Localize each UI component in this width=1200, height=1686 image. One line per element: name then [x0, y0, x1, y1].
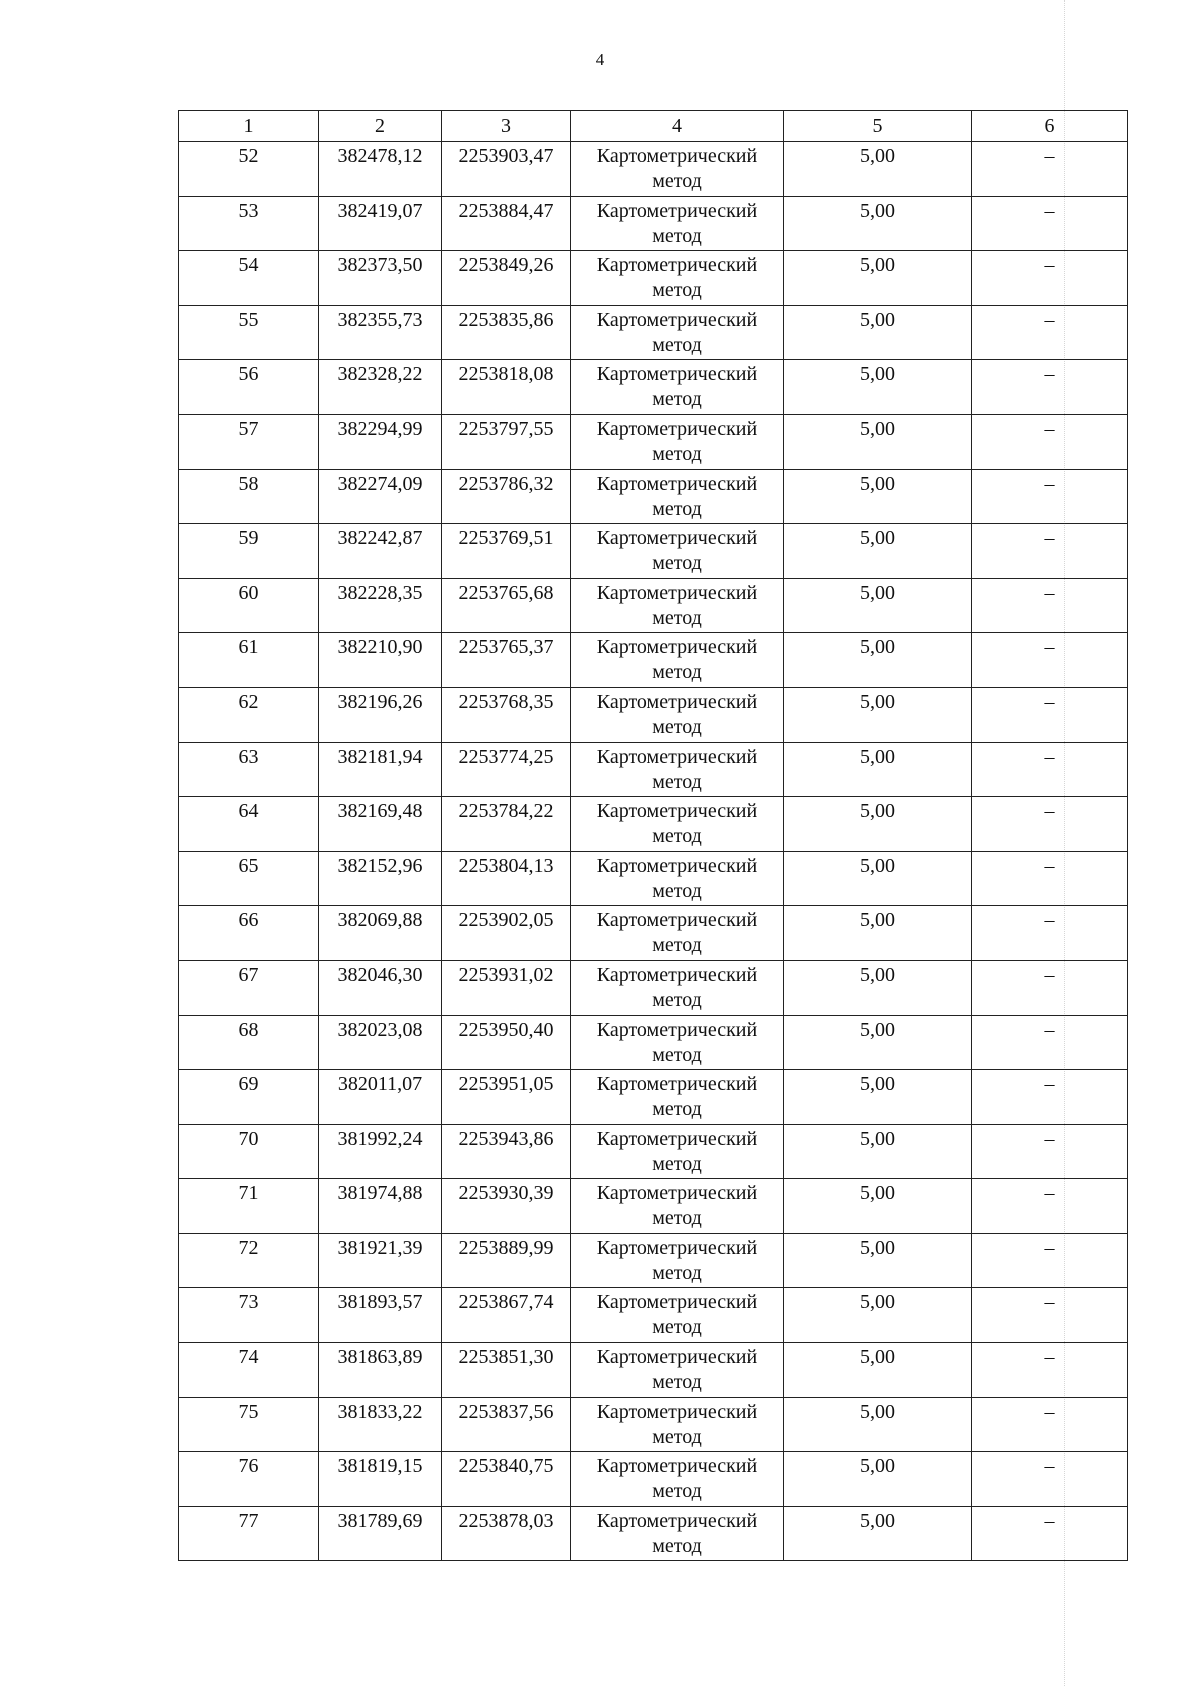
coord-x-cell: 381863,89: [319, 1343, 442, 1398]
method-line-2: метод: [652, 1261, 702, 1284]
point-number-cell: 52: [179, 142, 319, 197]
coord-y-cell: 2253851,30: [442, 1343, 571, 1398]
method-line-1: Картометрический: [596, 1455, 758, 1478]
note-cell: –: [972, 469, 1128, 524]
method-line-2: метод: [652, 1371, 702, 1394]
point-number-cell: 67: [179, 960, 319, 1015]
accuracy-cell: 5,00: [784, 524, 972, 579]
method-line-2: метод: [652, 661, 702, 684]
point-number-cell: 60: [179, 578, 319, 633]
coord-x-cell: 382242,87: [319, 524, 442, 579]
method-cell: [571, 1179, 784, 1234]
point-number-cell: 54: [179, 251, 319, 306]
note-cell: –: [972, 1233, 1128, 1288]
method-line-2: метод: [652, 988, 702, 1011]
coord-x-cell: 381789,69: [319, 1506, 442, 1561]
table-row: [179, 960, 1128, 1015]
table-row: [179, 1397, 1128, 1452]
coord-y-cell: 2253769,51: [442, 524, 571, 579]
note-cell: –: [972, 1288, 1128, 1343]
method-line-1: Картометрический: [596, 1018, 758, 1041]
note-cell: –: [972, 742, 1128, 797]
coordinates-table: [178, 110, 1128, 1561]
method-cell: [571, 578, 784, 633]
table-row: [179, 851, 1128, 906]
method-cell: [571, 906, 784, 961]
method-line-1: Картометрический: [596, 472, 758, 495]
table-row: [179, 1179, 1128, 1234]
accuracy-cell: 5,00: [784, 469, 972, 524]
point-number-cell: 53: [179, 196, 319, 251]
method-cell: [571, 1452, 784, 1507]
point-number-cell: 59: [179, 524, 319, 579]
coord-x-cell: 382478,12: [319, 142, 442, 197]
coord-x-cell: 382169,48: [319, 797, 442, 852]
coord-y-cell: 2253884,47: [442, 196, 571, 251]
coord-x-cell: 382152,96: [319, 851, 442, 906]
method-cell: [571, 524, 784, 579]
table-row: [179, 469, 1128, 524]
note-cell: –: [972, 960, 1128, 1015]
coord-y-cell: 2253889,99: [442, 1233, 571, 1288]
table-row: [179, 142, 1128, 197]
method-cell: [571, 360, 784, 415]
table-row: [179, 742, 1128, 797]
method-line-2: метод: [652, 770, 702, 793]
method-cell: [571, 742, 784, 797]
column-header-3: 3: [442, 111, 571, 142]
table-row: [179, 414, 1128, 469]
method-line-2: метод: [652, 279, 702, 302]
method-line-2: метод: [652, 1480, 702, 1503]
method-line-2: метод: [652, 333, 702, 356]
accuracy-cell: 5,00: [784, 1343, 972, 1398]
method-cell: [571, 1288, 784, 1343]
table-row: [179, 1070, 1128, 1125]
note-cell: –: [972, 1070, 1128, 1125]
method-cell: [571, 142, 784, 197]
accuracy-cell: 5,00: [784, 414, 972, 469]
column-header-1: 1: [179, 111, 319, 142]
method-line-1: Картометрический: [596, 1182, 758, 1205]
method-cell: [571, 633, 784, 688]
table-row: [179, 633, 1128, 688]
note-cell: –: [972, 414, 1128, 469]
coord-x-cell: 381819,15: [319, 1452, 442, 1507]
table-row: [179, 797, 1128, 852]
table-row: [179, 1124, 1128, 1179]
coord-x-cell: 382328,22: [319, 360, 442, 415]
method-cell: [571, 1397, 784, 1452]
accuracy-cell: 5,00: [784, 1124, 972, 1179]
method-line-2: метод: [652, 497, 702, 520]
point-number-cell: 68: [179, 1015, 319, 1070]
table-row: [179, 360, 1128, 415]
table-row: [179, 1343, 1128, 1398]
point-number-cell: 70: [179, 1124, 319, 1179]
note-cell: –: [972, 633, 1128, 688]
note-cell: –: [972, 1397, 1128, 1452]
note-cell: –: [972, 1452, 1128, 1507]
method-cell: [571, 305, 784, 360]
coord-y-cell: 2253768,35: [442, 687, 571, 742]
note-cell: –: [972, 1179, 1128, 1234]
method-line-2: метод: [652, 1207, 702, 1230]
note-cell: –: [972, 196, 1128, 251]
coord-x-cell: 382210,90: [319, 633, 442, 688]
coord-y-cell: 2253837,56: [442, 1397, 571, 1452]
accuracy-cell: 5,00: [784, 797, 972, 852]
method-cell: [571, 414, 784, 469]
point-number-cell: 77: [179, 1506, 319, 1561]
header-row: [179, 111, 1128, 142]
coord-x-cell: 382046,30: [319, 960, 442, 1015]
coord-x-cell: 382196,26: [319, 687, 442, 742]
method-line-2: метод: [652, 224, 702, 247]
coord-x-cell: 382373,50: [319, 251, 442, 306]
accuracy-cell: 5,00: [784, 1288, 972, 1343]
accuracy-cell: 5,00: [784, 960, 972, 1015]
coord-x-cell: 381833,22: [319, 1397, 442, 1452]
accuracy-cell: 5,00: [784, 687, 972, 742]
column-header-4: 4: [571, 111, 784, 142]
method-line-1: Картометрический: [596, 417, 758, 440]
method-line-1: Картометрический: [596, 527, 758, 550]
coord-x-cell: 382294,99: [319, 414, 442, 469]
method-line-1: Картометрический: [596, 363, 758, 386]
table-row: [179, 687, 1128, 742]
accuracy-cell: 5,00: [784, 142, 972, 197]
note-cell: –: [972, 1343, 1128, 1398]
coord-x-cell: 382011,07: [319, 1070, 442, 1125]
table-row: [179, 524, 1128, 579]
method-line-2: метод: [652, 715, 702, 738]
note-cell: –: [972, 687, 1128, 742]
point-number-cell: 72: [179, 1233, 319, 1288]
table-row: [179, 305, 1128, 360]
coord-x-cell: 381992,24: [319, 1124, 442, 1179]
method-line-2: метод: [652, 1316, 702, 1339]
method-cell: [571, 851, 784, 906]
method-line-1: Картометрический: [596, 199, 758, 222]
method-line-2: метод: [652, 552, 702, 575]
coord-y-cell: 2253786,32: [442, 469, 571, 524]
method-line-1: Картометрический: [596, 690, 758, 713]
table-row: [179, 1015, 1128, 1070]
method-line-2: метод: [652, 1152, 702, 1175]
method-line-1: Картометрический: [596, 854, 758, 877]
coord-x-cell: 382274,09: [319, 469, 442, 524]
accuracy-cell: 5,00: [784, 851, 972, 906]
table-row: [179, 1288, 1128, 1343]
method-cell: [571, 469, 784, 524]
method-line-1: Картометрический: [596, 581, 758, 604]
method-line-1: Картометрический: [596, 636, 758, 659]
method-cell: [571, 1015, 784, 1070]
coord-x-cell: 382069,88: [319, 906, 442, 961]
note-cell: –: [972, 360, 1128, 415]
point-number-cell: 74: [179, 1343, 319, 1398]
coord-y-cell: 2253902,05: [442, 906, 571, 961]
accuracy-cell: 5,00: [784, 742, 972, 797]
accuracy-cell: 5,00: [784, 906, 972, 961]
accuracy-cell: 5,00: [784, 633, 972, 688]
coord-y-cell: 2253878,03: [442, 1506, 571, 1561]
method-cell: [571, 960, 784, 1015]
method-cell: [571, 797, 784, 852]
note-cell: –: [972, 797, 1128, 852]
coord-y-cell: 2253849,26: [442, 251, 571, 306]
accuracy-cell: 5,00: [784, 1452, 972, 1507]
method-line-2: метод: [652, 442, 702, 465]
method-line-1: Картометрический: [596, 745, 758, 768]
method-line-1: Картометрический: [596, 963, 758, 986]
coord-y-cell: 2253818,08: [442, 360, 571, 415]
note-cell: –: [972, 524, 1128, 579]
method-line-2: метод: [652, 606, 702, 629]
method-cell: [571, 1070, 784, 1125]
method-line-1: Картометрический: [596, 145, 758, 167]
coord-x-cell: 382181,94: [319, 742, 442, 797]
point-number-cell: 65: [179, 851, 319, 906]
accuracy-cell: 5,00: [784, 1070, 972, 1125]
method-line-1: Картометрический: [596, 1073, 758, 1096]
method-line-1: Картометрический: [596, 308, 758, 331]
method-line-2: метод: [652, 1534, 702, 1557]
accuracy-cell: 5,00: [784, 1397, 972, 1452]
column-header-2: 2: [319, 111, 442, 142]
method-line-2: метод: [652, 825, 702, 848]
method-cell: [571, 1124, 784, 1179]
accuracy-cell: 5,00: [784, 360, 972, 415]
note-cell: –: [972, 251, 1128, 306]
table-row: [179, 1506, 1128, 1561]
coord-y-cell: 2253774,25: [442, 742, 571, 797]
accuracy-cell: 5,00: [784, 196, 972, 251]
point-number-cell: 55: [179, 305, 319, 360]
note-cell: –: [972, 578, 1128, 633]
point-number-cell: 62: [179, 687, 319, 742]
method-line-2: метод: [652, 388, 702, 411]
coord-y-cell: 2253950,40: [442, 1015, 571, 1070]
method-cell: [571, 196, 784, 251]
table-header: [179, 111, 1128, 142]
coord-x-cell: 381974,88: [319, 1179, 442, 1234]
accuracy-cell: 5,00: [784, 1179, 972, 1234]
method-cell: [571, 1506, 784, 1561]
method-line-2: метод: [652, 1098, 702, 1121]
method-line-2: метод: [652, 1425, 702, 1448]
coord-y-cell: 2253784,22: [442, 797, 571, 852]
note-cell: –: [972, 851, 1128, 906]
coord-y-cell: 2253840,75: [442, 1452, 571, 1507]
accuracy-cell: 5,00: [784, 578, 972, 633]
point-number-cell: 69: [179, 1070, 319, 1125]
method-cell: [571, 1233, 784, 1288]
coord-y-cell: 2253765,37: [442, 633, 571, 688]
method-line-1: Картометрический: [596, 909, 758, 932]
method-line-1: Картометрический: [596, 800, 758, 823]
coord-y-cell: 2253951,05: [442, 1070, 571, 1125]
coord-x-cell: 381921,39: [319, 1233, 442, 1288]
accuracy-cell: 5,00: [784, 305, 972, 360]
table-row: [179, 1233, 1128, 1288]
accuracy-cell: 5,00: [784, 1233, 972, 1288]
method-line-1: Картометрический: [596, 1400, 758, 1423]
method-cell: [571, 251, 784, 306]
table-row: [179, 906, 1128, 961]
coord-y-cell: 2253797,55: [442, 414, 571, 469]
coord-y-cell: 2253931,02: [442, 960, 571, 1015]
coord-x-cell: 382228,35: [319, 578, 442, 633]
accuracy-cell: 5,00: [784, 1506, 972, 1561]
method-line-1: Картометрический: [596, 1236, 758, 1259]
coord-y-cell: 2253903,47: [442, 142, 571, 197]
method-line-1: Картометрический: [596, 1346, 758, 1369]
note-cell: –: [972, 1124, 1128, 1179]
note-cell: –: [972, 906, 1128, 961]
column-header-6: 6: [972, 111, 1128, 142]
point-number-cell: 66: [179, 906, 319, 961]
method-line-2: метод: [652, 879, 702, 902]
method-line-1: Картометрический: [596, 254, 758, 277]
coord-x-cell: 382355,73: [319, 305, 442, 360]
point-number-cell: 75: [179, 1397, 319, 1452]
point-number-cell: 57: [179, 414, 319, 469]
method-line-1: Картометрический: [596, 1291, 758, 1314]
coord-x-cell: 382023,08: [319, 1015, 442, 1070]
method-cell: [571, 687, 784, 742]
method-line-2: метод: [652, 934, 702, 957]
table-row: [179, 196, 1128, 251]
coord-y-cell: 2253943,86: [442, 1124, 571, 1179]
coord-y-cell: 2253930,39: [442, 1179, 571, 1234]
method-line-1: Картометрический: [596, 1509, 758, 1532]
method-cell: [571, 1343, 784, 1398]
coord-y-cell: 2253867,74: [442, 1288, 571, 1343]
note-cell: –: [972, 1015, 1128, 1070]
coord-y-cell: 2253765,68: [442, 578, 571, 633]
point-number-cell: 63: [179, 742, 319, 797]
table-row: [179, 251, 1128, 306]
point-number-cell: 58: [179, 469, 319, 524]
point-number-cell: 64: [179, 797, 319, 852]
coord-y-cell: 2253835,86: [442, 305, 571, 360]
method-line-2: метод: [652, 1043, 702, 1066]
point-number-cell: 71: [179, 1179, 319, 1234]
note-cell: –: [972, 1506, 1128, 1561]
coord-x-cell: 382419,07: [319, 196, 442, 251]
accuracy-cell: 5,00: [784, 251, 972, 306]
point-number-cell: 73: [179, 1288, 319, 1343]
table-row: [179, 1452, 1128, 1507]
column-header-5: 5: [784, 111, 972, 142]
point-number-cell: 61: [179, 633, 319, 688]
method-line-1: Картометрический: [596, 1127, 758, 1150]
coord-x-cell: 381893,57: [319, 1288, 442, 1343]
method-line-2: метод: [652, 170, 702, 192]
point-number-cell: 56: [179, 360, 319, 415]
table-body: [179, 142, 1128, 1561]
page-number: 4: [595, 50, 605, 69]
note-cell: –: [972, 142, 1128, 197]
note-cell: –: [972, 305, 1128, 360]
table-row: [179, 578, 1128, 633]
point-number-cell: 76: [179, 1452, 319, 1507]
accuracy-cell: 5,00: [784, 1015, 972, 1070]
coord-y-cell: 2253804,13: [442, 851, 571, 906]
